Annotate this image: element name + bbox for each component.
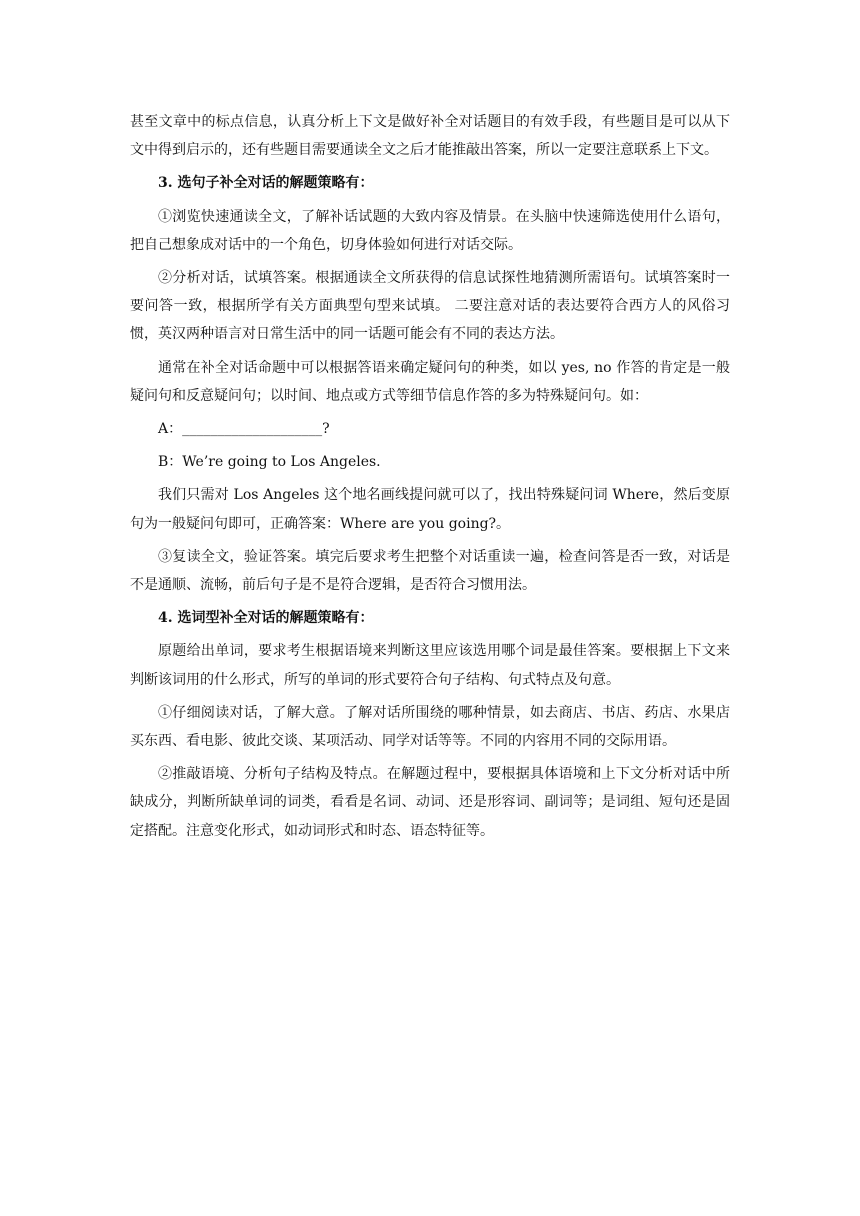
paragraph-step-3-reread: ③复读全文，验证答案。填完后要求考生把整个对话重读一遍，检查问答是否一致，对话是不是通顺、流畅，前后句子是不是符合逻辑，是否符合习惯用法。 bbox=[130, 548, 730, 594]
dialogue-line-a: A：____________________? bbox=[158, 421, 330, 438]
paragraph-step-2-analyze: ②分析对话，试填答案。根据通读全文所获得的信息试探性地猜测所需语句。试填答案时一要问答一致，根据所学有关方面典型句型来试填。 二要注意对话的表达要符合西方人的风俗习惯，英汉两种语言对日常生活中的同一话题可能会有不同的表达方法。 bbox=[130, 270, 730, 343]
paragraph-example-explanation: 我们只需对 Los Angeles 这个地名画线提问就可以了，找出特殊疑问词 Where，然后变原句为一般疑问句即可，正确答案：Where are you going?。 bbox=[130, 487, 730, 532]
document-body bbox=[130, 108, 730, 850]
paragraph-word-step-1: ①仔细阅读对话，了解大意。了解对话所围绕的哪种情景，如去商店、书店、药店、水果店买东西、看电影、彼此交谈、某项活动、同学对话等等。不同的内容用不同的交际用语。 bbox=[130, 704, 730, 750]
paragraph-word-step-2: ②推敲语境、分析句子结构及特点。在解题过程中，要根据具体语境和上下文分析对话中所缺成分，判断所缺单词的词类，看看是名词、动词、还是形容词、副词等；是词组、短句还是固定搭配。注意变化形式，如动词形式和时态、语态特征等。 bbox=[130, 766, 730, 839]
heading-sentence-completion-strategy: 3. 选句子补全对话的解题策略有： bbox=[158, 175, 374, 192]
heading-word-completion-strategy: 4. 选词型补全对话的解题策略有： bbox=[158, 610, 374, 627]
paragraph-question-types: 通常在补全对话命题中可以根据答语来确定疑问句的种类，如以 yes, no 作答的肯定是一般疑问句和反意疑问句；以时间、地点或方式等细节信息作答的多为特殊疑问句。如： bbox=[130, 359, 730, 404]
dialogue-line-b: B：We’re going to Los Angeles. bbox=[158, 454, 381, 471]
paragraph-word-intro: 原题给出单词，要求考生根据语境来判断这里应该选用哪个词是最佳答案。要根据上下文来判断该词用的什么形式，所写的单词的形式要符合句子结构、句式特点及句意。 bbox=[130, 643, 730, 688]
paragraph-step-1-browse: ①浏览快速通读全文，了解补话试题的大致内容及情景。在头脑中快速筛选使用什么语句，把自己想象成对话中的一个角色，切身体验如何进行对话交际。 bbox=[130, 208, 730, 253]
paragraph-context-continuation: 甚至文章中的标点信息，认真分析上下文是做好补全对话题目的有效手段，有些题目是可以从下文中得到启示的，还有些题目需要通读全文之后才能推敲出答案，所以一定要注意联系上下文。 bbox=[130, 114, 730, 159]
